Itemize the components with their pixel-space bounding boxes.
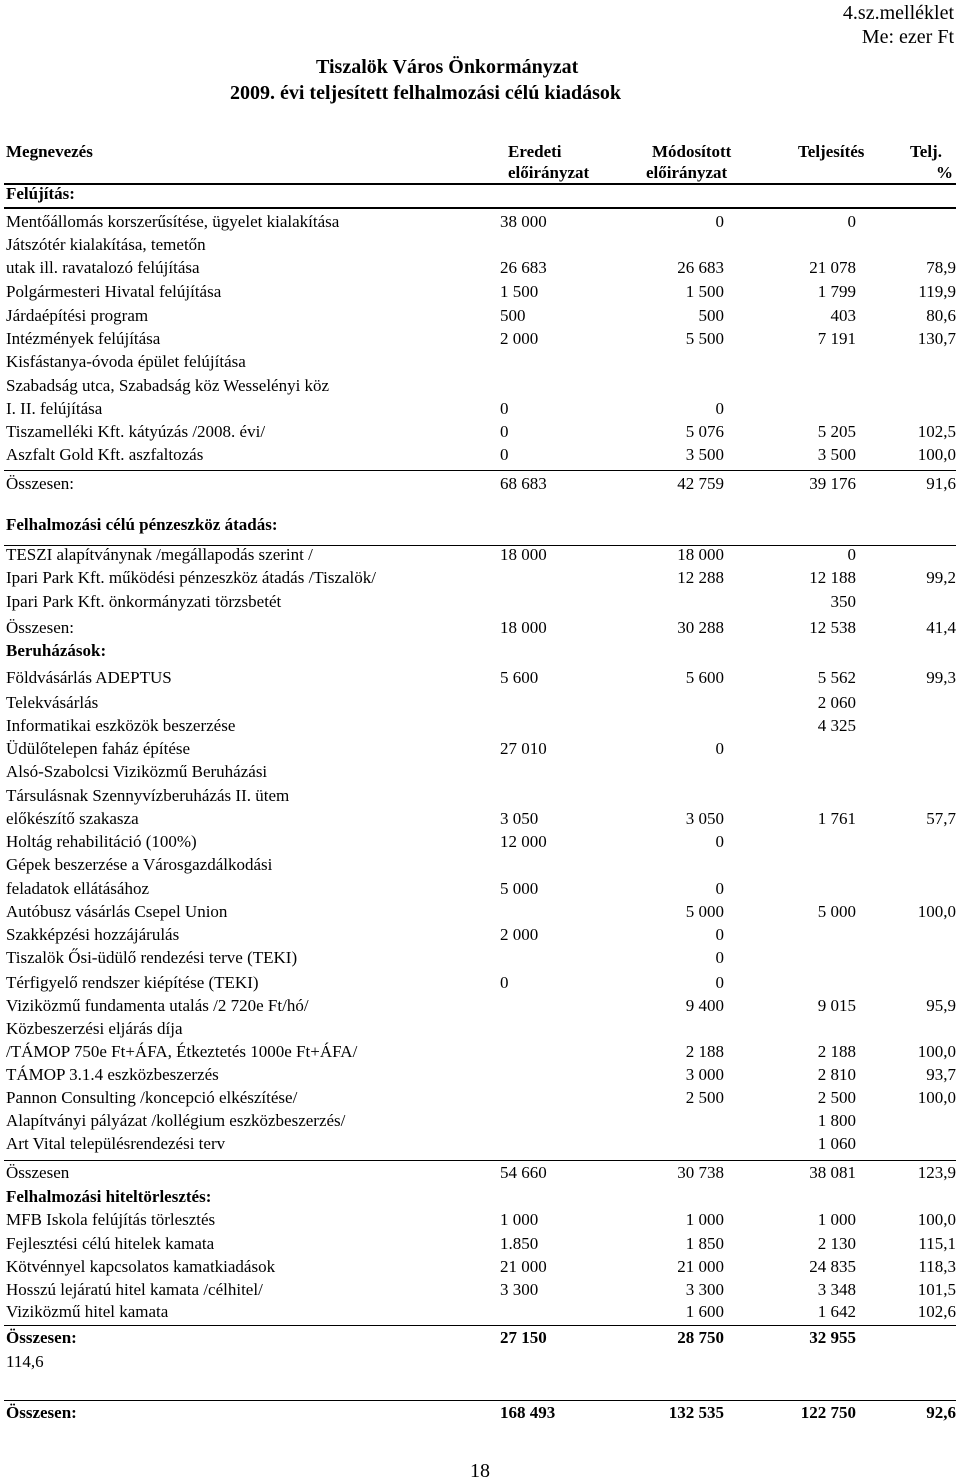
- table-row: [0, 1352, 960, 1374]
- original-appropriation: 168 493: [500, 1403, 556, 1422]
- performance: 3 500: [817, 445, 856, 464]
- performance: 12 188: [809, 568, 856, 587]
- performance: 2 130: [817, 1234, 856, 1253]
- modified-appropriation: 0: [715, 212, 724, 231]
- performance-percent: 119,9: [918, 282, 956, 301]
- unit-label: Me: ezer Ft: [861, 26, 954, 48]
- modified-appropriation: 0: [715, 832, 724, 851]
- row-name: Közbeszerzési eljárás díja: [6, 1019, 183, 1038]
- table-row: [0, 832, 960, 854]
- row-name: Térfigyelő rendszer kiépítése (TEKI): [6, 973, 259, 992]
- row-name: Pannon Consulting /koncepció elkészítése/: [6, 1088, 298, 1107]
- modified-appropriation: 5 076: [685, 422, 724, 441]
- row-name: Szabadság utca, Szabadság köz Wesselényi köz: [6, 376, 330, 395]
- table-row: [0, 258, 960, 280]
- original-appropriation: 27 010: [500, 739, 547, 758]
- table-row: [0, 329, 960, 351]
- row-name: Intézmények felújítása: [6, 329, 161, 348]
- row-name: Felhalmozási célú pénzeszköz átadás:: [6, 515, 278, 534]
- modified-appropriation: 9 400: [685, 996, 724, 1015]
- performance: 1 642: [817, 1302, 856, 1321]
- performance: 2 500: [817, 1088, 856, 1107]
- modified-appropriation: 3 500: [685, 445, 724, 464]
- row-name: Felhalmozási hiteltörlesztés:: [6, 1187, 212, 1206]
- performance-percent: 100,0: [917, 902, 956, 921]
- original-appropriation: 2 000: [500, 925, 539, 944]
- original-appropriation: 3 300: [500, 1280, 539, 1299]
- original-appropriation: 5 600: [500, 668, 539, 687]
- modified-appropriation: 5 600: [685, 668, 724, 687]
- performance: 1 799: [817, 282, 856, 301]
- table-row: [0, 422, 960, 444]
- table-row: [0, 1280, 960, 1302]
- row-name: Szakképzési hozzájárulás: [6, 925, 180, 944]
- table-row: [0, 445, 960, 467]
- modified-appropriation: 0: [715, 973, 724, 992]
- table-row: [0, 996, 960, 1018]
- table-row: [0, 739, 960, 761]
- modified-appropriation: 2 188: [685, 1042, 724, 1061]
- modified-appropriation: 30 738: [677, 1163, 724, 1182]
- performance-percent: 93,7: [926, 1065, 956, 1084]
- divider-5: [4, 1325, 956, 1326]
- table-row: [0, 1257, 960, 1279]
- table-row: [0, 568, 960, 590]
- table-row: [0, 855, 960, 877]
- original-appropriation: 1 500: [500, 282, 539, 301]
- table-row: [0, 618, 960, 640]
- row-name: Fejlesztési célú hitelek kamata: [6, 1234, 215, 1253]
- row-name: Hosszú lejáratú hitel kamata /célhitel/: [6, 1280, 263, 1299]
- performance: 1 000: [817, 1210, 856, 1229]
- original-appropriation: 5 000: [500, 879, 539, 898]
- performance: 21 078: [809, 258, 856, 277]
- performance: 5 000: [817, 902, 856, 921]
- divider-2: [4, 470, 956, 471]
- table-row: [0, 515, 960, 537]
- row-name: Viziközmű fundamenta utalás /2 720e Ft/hó/: [6, 996, 309, 1015]
- modified-appropriation: 28 750: [677, 1328, 724, 1347]
- table-row: [0, 235, 960, 257]
- performance: 3 348: [817, 1280, 856, 1299]
- performance: 1 800: [817, 1111, 856, 1130]
- performance-percent: 118,3: [918, 1257, 956, 1276]
- row-name: Aszfalt Gold Kft. aszfaltozás: [6, 445, 204, 464]
- modified-appropriation: 1 000: [685, 1210, 724, 1229]
- performance: 2 810: [817, 1065, 856, 1084]
- performance: 1 060: [817, 1134, 856, 1153]
- table-row: [0, 184, 960, 206]
- row-name: Autóbusz vásárlás Csepel Union: [6, 902, 228, 921]
- col-header-percent-1: Telj.: [910, 142, 942, 161]
- table-row: [0, 545, 960, 567]
- row-name: Tiszalök Ősi-üdülő rendezési terve (TEKI): [6, 948, 298, 967]
- performance: 1 761: [817, 809, 856, 828]
- performance: 5 205: [817, 422, 856, 441]
- row-name: Informatikai eszközök beszerzése: [6, 716, 236, 735]
- performance: 9 015: [817, 996, 856, 1015]
- original-appropriation: 18 000: [500, 545, 547, 564]
- modified-appropriation: 1 600: [685, 1302, 724, 1321]
- performance: 4 325: [817, 716, 856, 735]
- row-name: Beruházások:: [6, 641, 107, 660]
- table-row: [0, 1088, 960, 1110]
- table-row: [0, 786, 960, 808]
- performance: 7 191: [817, 329, 856, 348]
- performance-percent: 123,9: [917, 1163, 956, 1182]
- table-row: [0, 693, 960, 715]
- performance: 24 835: [809, 1257, 856, 1276]
- table-row: [0, 879, 960, 901]
- annex-label: 4.sz.melléklet: [842, 2, 954, 24]
- performance-percent: 102,6: [917, 1302, 956, 1321]
- original-appropriation: 18 000: [500, 618, 547, 637]
- col-header-original-1: Eredeti: [508, 142, 562, 161]
- original-appropriation: 0: [500, 973, 509, 992]
- table-row: [0, 306, 960, 328]
- table-row: [0, 1019, 960, 1041]
- original-appropriation: 27 150: [500, 1328, 547, 1347]
- table-row: [0, 399, 960, 421]
- table-row: [0, 1234, 960, 1256]
- original-appropriation: 1 000: [500, 1210, 539, 1229]
- performance-percent: 99,3: [926, 668, 956, 687]
- original-appropriation: 0: [500, 445, 509, 464]
- table-row: [0, 1403, 960, 1425]
- row-name: Holtág rehabilitáció (100%): [6, 832, 197, 851]
- row-name: Összesen:: [6, 474, 74, 493]
- modified-appropriation: 3 000: [685, 1065, 724, 1084]
- row-name: Járdaépítési program: [6, 306, 149, 325]
- row-name: /TÁMOP 750e Ft+ÁFA, Étkeztetés 1000e Ft+ÁFA/: [6, 1042, 358, 1061]
- modified-appropriation: 3 300: [685, 1280, 724, 1299]
- row-name: Alsó-Szabolcsi Viziközmű Beruházási: [6, 762, 268, 781]
- modified-appropriation: 30 288: [677, 618, 724, 637]
- row-name: Ipari Park Kft. önkormányzati törzsbetét: [6, 592, 282, 611]
- table-row: [0, 716, 960, 738]
- performance-percent: 78,9: [926, 258, 956, 277]
- table-row: [0, 902, 960, 924]
- original-appropriation: 68 683: [500, 474, 547, 493]
- row-name: MFB Iskola felújítás törlesztés: [6, 1210, 216, 1229]
- table-row: [0, 352, 960, 374]
- modified-appropriation: 1 850: [685, 1234, 724, 1253]
- modified-appropriation: 18 000: [677, 545, 724, 564]
- table-row: [0, 1163, 960, 1185]
- original-appropriation: 0: [500, 399, 509, 418]
- col-header-name: Megnevezés: [6, 142, 93, 161]
- performance: 0: [847, 212, 856, 231]
- table-row: [0, 1065, 960, 1087]
- row-name: Art Vital településrendezési terv: [6, 1134, 226, 1153]
- table-row: [0, 973, 960, 995]
- col-header-original-2: előirányzat: [508, 163, 590, 182]
- performance-percent: 80,6: [926, 306, 956, 325]
- performance: 0: [847, 545, 856, 564]
- modified-appropriation: 0: [715, 879, 724, 898]
- performance: 122 750: [800, 1403, 856, 1422]
- original-appropriation: 0: [500, 422, 509, 441]
- organization-name: Tiszalök Város Önkormányzat: [316, 56, 579, 78]
- table-row: [0, 762, 960, 784]
- performance-percent: 100,0: [917, 1210, 956, 1229]
- performance: 403: [830, 306, 856, 325]
- col-header-percent-2: %: [936, 163, 953, 182]
- divider-1: [4, 207, 956, 209]
- row-name: Üdülőtelepen faház építése: [6, 739, 191, 758]
- performance: 350: [830, 592, 856, 611]
- performance: 12 538: [809, 618, 856, 637]
- original-appropriation: 38 000: [500, 212, 547, 231]
- table-row: [0, 376, 960, 398]
- original-appropriation: 54 660: [500, 1163, 547, 1182]
- table-row: [0, 474, 960, 496]
- table-row: [0, 1111, 960, 1133]
- performance-percent: 95,9: [926, 996, 956, 1015]
- row-name: Mentőállomás korszerűsítése, ügyelet kialakítása: [6, 212, 340, 231]
- original-appropriation: 1.850: [500, 1234, 539, 1253]
- row-name: Kisfástanya-óvoda épület felújítása: [6, 352, 246, 371]
- performance-percent: 100,0: [917, 1042, 956, 1061]
- performance-percent: 102,5: [917, 422, 956, 441]
- row-name: Alapítványi pályázat /kollégium eszközbeszerzés/: [6, 1111, 346, 1130]
- row-name: Gépek beszerzése a Városgazdálkodási: [6, 855, 273, 874]
- performance: 32 955: [809, 1328, 856, 1347]
- table-row: [0, 1187, 960, 1209]
- table-row: [0, 641, 960, 663]
- performance-percent: 100,0: [917, 1088, 956, 1107]
- row-name: Polgármesteri Hivatal felújítása: [6, 282, 222, 301]
- col-header-performance: Teljesítés: [798, 142, 865, 161]
- original-appropriation: 12 000: [500, 832, 547, 851]
- modified-appropriation: 0: [715, 399, 724, 418]
- performance-percent: 100,0: [917, 445, 956, 464]
- modified-appropriation: 500: [698, 306, 724, 325]
- performance: 2 188: [817, 1042, 856, 1061]
- original-appropriation: 26 683: [500, 258, 547, 277]
- modified-appropriation: 132 535: [668, 1403, 724, 1422]
- modified-appropriation: 1 500: [685, 282, 724, 301]
- page-title: 2009. évi teljesített felhalmozási célú kiadások: [230, 82, 622, 104]
- divider-6: [4, 1400, 956, 1401]
- table-row: [0, 592, 960, 614]
- col-header-modified-1: Módosított: [652, 142, 732, 161]
- row-name: 114,6: [6, 1352, 44, 1371]
- table-row: [0, 809, 960, 831]
- original-appropriation: 21 000: [500, 1257, 547, 1276]
- table-row: [0, 668, 960, 690]
- row-name: Felújítás:: [6, 184, 75, 203]
- row-name: Földvásárlás ADEPTUS: [6, 668, 172, 687]
- table-row: [0, 282, 960, 304]
- performance-percent: 92,6: [926, 1403, 956, 1422]
- row-name: Kötvénnyel kapcsolatos kamatkiadások: [6, 1257, 276, 1276]
- performance-percent: 41,4: [926, 618, 956, 637]
- row-name: Viziközmű hitel kamata: [6, 1302, 169, 1321]
- table-row: [0, 212, 960, 234]
- modified-appropriation: 42 759: [677, 474, 724, 493]
- row-name: Játszótér kialakítása, temetőn: [6, 235, 206, 254]
- table-row: [0, 948, 960, 970]
- row-name: Összesen:: [6, 1328, 77, 1347]
- modified-appropriation: 2 500: [685, 1088, 724, 1107]
- performance: 2 060: [817, 693, 856, 712]
- row-name: Társulásnak Szennyvízberuházás II. ütem: [6, 786, 290, 805]
- performance-percent: 115,1: [918, 1234, 956, 1253]
- row-name: Tiszamelléki Kft. kátyúzás /2008. évi/: [6, 422, 266, 441]
- modified-appropriation: 0: [715, 925, 724, 944]
- table-row: [0, 1134, 960, 1156]
- table-row: [0, 1302, 960, 1324]
- page-number: 18: [470, 1460, 490, 1482]
- row-name: Összesen:: [6, 1403, 77, 1422]
- row-name: TÁMOP 3.1.4 eszközbeszerzés: [6, 1065, 219, 1084]
- row-name: I. II. felújítása: [6, 399, 103, 418]
- performance-percent: 99,2: [926, 568, 956, 587]
- performance: 5 562: [817, 668, 856, 687]
- original-appropriation: 2 000: [500, 329, 539, 348]
- modified-appropriation: 12 288: [677, 568, 724, 587]
- modified-appropriation: 3 050: [685, 809, 724, 828]
- col-header-modified-2: előirányzat: [646, 163, 728, 182]
- performance-percent: 57,7: [926, 809, 956, 828]
- row-name: utak ill. ravatalozó felújítása: [6, 258, 200, 277]
- row-name: feladatok ellátásához: [6, 879, 150, 898]
- performance-percent: 130,7: [917, 329, 956, 348]
- table-row: [0, 1210, 960, 1232]
- table-row: [0, 925, 960, 947]
- performance-percent: 101,5: [917, 1280, 956, 1299]
- table-row: [0, 1328, 960, 1350]
- row-name: Összesen:: [6, 618, 74, 637]
- original-appropriation: 3 050: [500, 809, 539, 828]
- row-name: Telekvásárlás: [6, 693, 99, 712]
- row-name: Összesen: [6, 1163, 70, 1182]
- modified-appropriation: 21 000: [677, 1257, 724, 1276]
- divider-4: [4, 1160, 956, 1161]
- modified-appropriation: 26 683: [677, 258, 724, 277]
- modified-appropriation: 0: [715, 739, 724, 758]
- modified-appropriation: 0: [715, 948, 724, 967]
- modified-appropriation: 5 000: [685, 902, 724, 921]
- row-name: előkészítő szakasza: [6, 809, 139, 828]
- row-name: Ipari Park Kft. működési pénzeszköz átadás /Tiszalök/: [6, 568, 376, 587]
- performance-percent: 91,6: [926, 474, 956, 493]
- row-name: TESZI alapítványnak /megállapodás szerint /: [6, 545, 313, 564]
- table-row: [0, 1042, 960, 1064]
- modified-appropriation: 5 500: [685, 329, 724, 348]
- original-appropriation: 500: [500, 306, 526, 325]
- performance: 39 176: [809, 474, 856, 493]
- performance: 38 081: [809, 1163, 856, 1182]
